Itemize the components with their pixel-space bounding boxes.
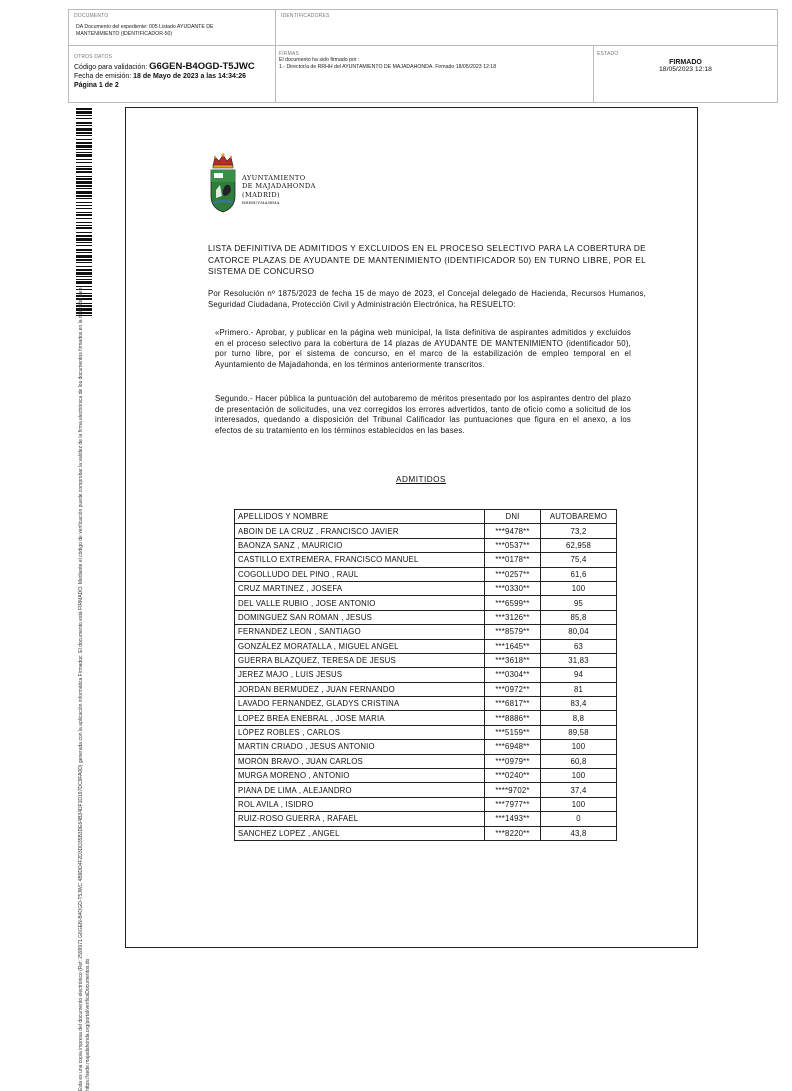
cell-nombre: MORÓN BRAVO , JUAN CARLOS <box>235 754 485 768</box>
cell-dni: ***0240** <box>485 769 541 783</box>
cell-dni: ***8220** <box>485 826 541 840</box>
cell-autobaremo: 75,4 <box>541 553 617 567</box>
table-row <box>235 740 617 754</box>
cell-dni: ****9702* <box>485 783 541 797</box>
cell-autobaremo: 83,4 <box>541 697 617 711</box>
cell-nombre: MURGA MORENO , ANTONIO <box>235 769 485 783</box>
codigo-prefix: Código para validación: <box>74 64 148 71</box>
cell-autobaremo: 62,958 <box>541 538 617 552</box>
cell-autobaremo: 81 <box>541 682 617 696</box>
header-autobaremo: AUTOBAREMO <box>541 510 617 524</box>
cell-dni: ***0178** <box>485 553 541 567</box>
cell-autobaremo: 100 <box>541 581 617 595</box>
cell-nombre: CASTILLO EXTREMERA, FRANCISCO MANUEL <box>235 553 485 567</box>
cell-dni: ***0257** <box>485 567 541 581</box>
cell-dni: ***0972** <box>485 682 541 696</box>
table-row <box>235 812 617 826</box>
cell-dni: ***0330** <box>485 581 541 595</box>
table-row <box>235 797 617 811</box>
table-row <box>235 783 617 797</box>
cell-autobaremo: 0 <box>541 812 617 826</box>
table-row <box>235 553 617 567</box>
cell-nombre: ABOIN DE LA CRUZ , FRANCISCO JAVIER <box>235 524 485 538</box>
cell-nombre: DOMINGUEZ SAN ROMAN , JESUS <box>235 610 485 624</box>
cell-nombre: MARTIN CRIADO , JESUS ANTONIO <box>235 740 485 754</box>
cell-autobaremo: 60,8 <box>541 754 617 768</box>
cell-nombre: LOPEZ BREA ENEBRAL , JOSE MARIA <box>235 711 485 725</box>
table-row <box>235 769 617 783</box>
table-row <box>235 711 617 725</box>
cell-nombre: PIANA DE LIMA , ALEJANDRO <box>235 783 485 797</box>
firmas-line2: 1.- Director/a de RRHH del AYUNTAMIENTO DE MAJADAHONDA. Firmado 18/05/2023 12:18 <box>279 63 497 70</box>
document-header <box>68 9 778 103</box>
cell-dni: ***7977** <box>485 797 541 811</box>
cell-autobaremo: 8,8 <box>541 711 617 725</box>
segundo-paragraph: Segundo.- Hacer pública la puntuación del autobaremo de méritos presentado por los aspirantes dentro del plazo de presentación de solicitudes, una vez corregidos los errores advertidos, tanto de oficio como a solicitud de los interesados, quedando a disposición del Tribunal Calificador las puntuaciones que figura en el anexo, a los efectos de su tratamiento en los términos establecidos en las bases. <box>215 394 631 435</box>
cell-nombre: JORDAN BERMUDEZ , JUAN FERNANDO <box>235 682 485 696</box>
table-row <box>235 596 617 610</box>
cell-dni: ***0537** <box>485 538 541 552</box>
table-row <box>235 581 617 595</box>
cell-nombre: SANCHEZ LOPEZ , ANGEL <box>235 826 485 840</box>
cell-autobaremo: 73,2 <box>541 524 617 538</box>
cell-dni: ***1645** <box>485 639 541 653</box>
estado-value: FIRMADO <box>669 59 702 66</box>
emision-prefix: Fecha de emisión: <box>74 73 132 80</box>
cell-nombre: CRUZ MARTINEZ , JOSEFA <box>235 581 485 595</box>
admitidos-heading: ADMITIDOS <box>396 475 446 484</box>
table-row <box>235 639 617 653</box>
identificadores-cell <box>276 10 777 46</box>
cell-nombre: LAVADO FERNANDEZ, GLADYS CRISTINA <box>235 697 485 711</box>
cell-autobaremo: 43,8 <box>541 826 617 840</box>
documento-cell <box>69 10 276 46</box>
verification-sidebar-text: Esta es una copia impresa del documento electrónico (Ref: 2599971 G6GEN-B4OGD-T5JWC 4B9DD4F2D3DD35B3DE64B34DF1D197DC9FA0D) generada con la aplicación informática Firmadoc. El documento está FIRMADO. Mediante el código de verificación puede comprobar la validez de la firma electrónica de los documentos firmados en la dirección web: https://sede.majadahonda.org/portal/verificaDocumentos.do <box>78 286 91 1091</box>
validation-code: G6GEN-B4OGD-T5JWC <box>149 61 255 72</box>
cell-autobaremo: 100 <box>541 740 617 754</box>
table-row <box>235 697 617 711</box>
cell-dni: ***3618** <box>485 653 541 667</box>
cell-nombre: GONZÁLEZ MORATALLA , MIGUEL ANGEL <box>235 639 485 653</box>
cell-dni: ***9478** <box>485 524 541 538</box>
org-ref: RRHH/YMA/BMA <box>242 200 280 206</box>
org-line1: AYUNTAMIENTO <box>242 174 306 182</box>
cell-autobaremo: 100 <box>541 769 617 783</box>
cell-nombre: BAONZA SANZ , MAURICIO <box>235 538 485 552</box>
cell-autobaremo: 63 <box>541 639 617 653</box>
documento-text: DA Documento del expediente: 005 Listado AYUDANTE DE MANTENIMIENTO (IDENTIFICADOR-50) <box>76 24 214 37</box>
cell-nombre: GUERRA BLAZQUEZ, TERESA DE JESUS <box>235 653 485 667</box>
cell-nombre: FERNANDEZ LEON , SANTIAGO <box>235 625 485 639</box>
cell-nombre: COGOLLUDO DEL PINO , RAUL <box>235 567 485 581</box>
cell-dni: ***6599** <box>485 596 541 610</box>
table-row <box>235 610 617 624</box>
table-header-row <box>235 510 617 524</box>
cell-autobaremo: 94 <box>541 668 617 682</box>
cell-dni: ***6948** <box>485 740 541 754</box>
cell-dni: ***8579** <box>485 625 541 639</box>
document-title: LISTA DEFINITIVA DE ADMITIDOS Y EXCLUIDOS EN EL PROCESO SELECTIVO PARA LA COBERTURA DE CATORCE PLAZAS DE AYUDANTE DE MANTENIMIENTO (IDENTIFICADOR 50) EN TURNO LIBRE, POR EL SISTEMA DE CONCURSO <box>208 243 646 276</box>
table-row <box>235 826 617 840</box>
cell-nombre: RUIZ-ROSO GUERRA , RAFAEL <box>235 812 485 826</box>
table-row <box>235 653 617 667</box>
emision-date: 18 de Mayo de 2023 a las 14:34:26 <box>133 73 247 80</box>
cell-autobaremo: 85,8 <box>541 610 617 624</box>
intro-paragraph: Por Resolución nº 1875/2023 de fecha 15 de mayo de 2023, el Concejal delegado de Hacienda, Recursos Humanos, Seguridad Ciudadana, Protección Civil y Administración Electrónica, ha RESUELTO: <box>208 289 646 309</box>
otros-datos-label: OTROS DATOS <box>74 54 113 60</box>
table-row <box>235 538 617 552</box>
estado-date: 18/05/2023 12:18 <box>659 66 712 73</box>
documento-label: DOCUMENTO <box>74 13 109 19</box>
cell-autobaremo: 61,6 <box>541 567 617 581</box>
cell-dni: ***1493** <box>485 812 541 826</box>
org-line3: (MADRID) <box>242 190 281 199</box>
cell-dni: ***0304** <box>485 668 541 682</box>
cell-dni: ***5159** <box>485 725 541 739</box>
cell-autobaremo: 89,58 <box>541 725 617 739</box>
cell-nombre: JEREZ MAJO , LUIS JESUS <box>235 668 485 682</box>
organization-block <box>242 174 316 208</box>
firmas-label: FIRMAS <box>279 51 300 57</box>
firmas-cell <box>276 46 594 102</box>
table-row <box>235 682 617 696</box>
org-line2: DE MAJADAHONDA <box>242 182 316 191</box>
cell-dni: ***3126** <box>485 610 541 624</box>
admitidos-table <box>234 509 617 841</box>
cell-dni: ***8886** <box>485 711 541 725</box>
estado-label: ESTADO <box>597 51 619 57</box>
page-number: Página 1 de 2 <box>74 82 119 89</box>
table-row <box>235 725 617 739</box>
table-row <box>235 625 617 639</box>
table-row <box>235 668 617 682</box>
cell-dni: ***6817** <box>485 697 541 711</box>
header-dni: DNI <box>485 510 541 524</box>
identificadores-label: IDENTIFICADORES <box>281 13 330 19</box>
cell-autobaremo: 80,04 <box>541 625 617 639</box>
cell-autobaremo: 100 <box>541 797 617 811</box>
firmas-line1: El documento ha sido firmado por : <box>279 57 360 63</box>
cell-autobaremo: 31,83 <box>541 653 617 667</box>
primero-paragraph: «Primero.- Aprobar, y publicar en la página web municipal, la lista definitiva de aspirantes admitidos y excluidos en el proceso selectivo para la cobertura de 14 plazas de AYUDANTE DE MANTENIMIENTO (identificador 50), por turno libre, por el sistema de concurso, en el marco de la estabilización de empleo temporal en el Ayuntamiento de Majadahonda, en los términos anteriormente transcritos. <box>215 328 631 369</box>
table-row <box>235 524 617 538</box>
otros-datos-cell <box>69 46 276 102</box>
coat-of-arms-logo <box>208 152 238 214</box>
cell-nombre: ROL AVILA , ISIDRO <box>235 797 485 811</box>
cell-nombre: DEL VALLE RUBIO , JOSE ANTONIO <box>235 596 485 610</box>
cell-autobaremo: 37,4 <box>541 783 617 797</box>
table-row <box>235 567 617 581</box>
cell-autobaremo: 95 <box>541 596 617 610</box>
header-apellidos: APELLIDOS Y NOMBRE <box>235 510 485 524</box>
cell-dni: ***0979** <box>485 754 541 768</box>
cell-nombre: LÓPEZ ROBLES , CARLOS <box>235 725 485 739</box>
table-row <box>235 754 617 768</box>
estado-cell <box>594 46 777 102</box>
